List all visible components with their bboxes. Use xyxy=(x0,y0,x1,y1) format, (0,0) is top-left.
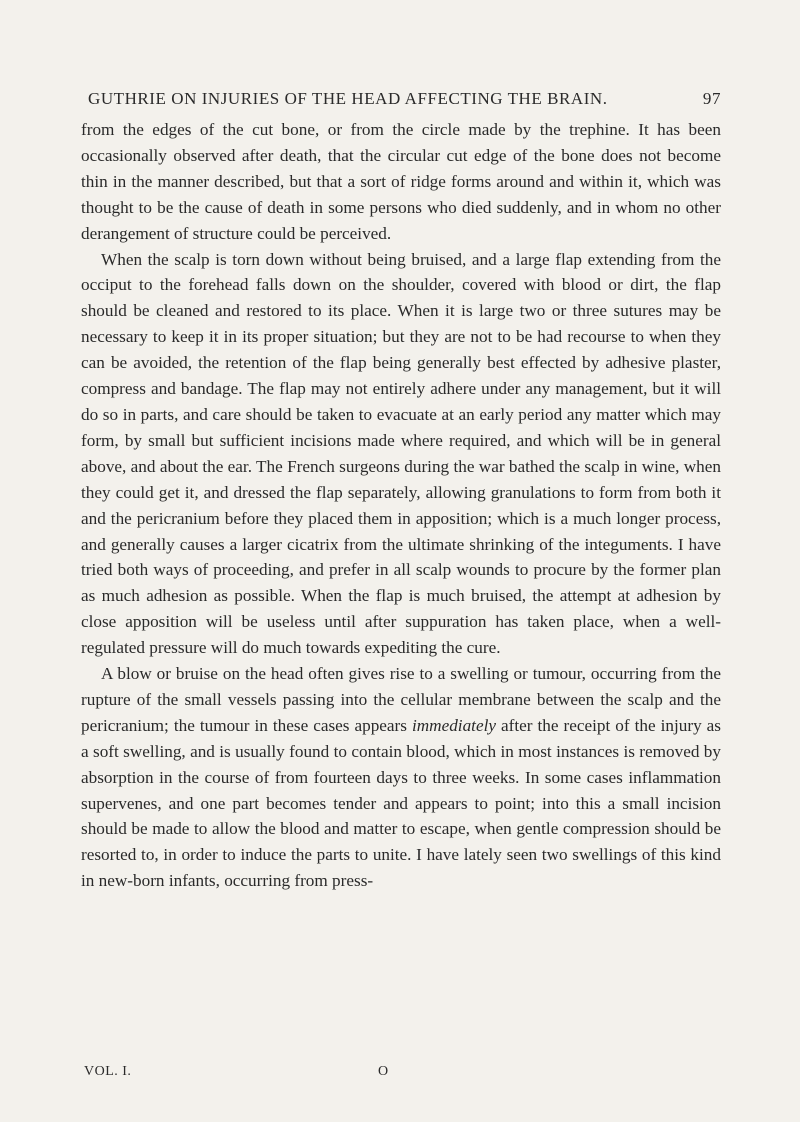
paragraph-text-before-emphasis: A blow or bruise on the head often gives rise to a swelling or tumour, occurring from the rupture of the small vessels passing into the cellular membrane between the scalp and the pericranium; the tumour in these cases appears xyxy=(81,664,721,735)
running-title: GUTHRIE ON INJURIES OF THE HEAD AFFECTING THE BRAIN. xyxy=(88,89,608,108)
emphasized-word: immediately xyxy=(411,715,496,735)
paragraph-blow-on-head xyxy=(81,661,721,894)
running-head xyxy=(81,89,721,113)
paragraph-continuation: from the edges of the cut bone, or from the circle made by the trephine. It has been occasionally observed after death, that the circular cut edge of the bone does not become thin in the manner described, but that a sort of ridge forms around and within it, which was thought to be the cause of death in some persons who died suddenly, and in whom no other derangement of structure could be perceived. xyxy=(81,120,721,243)
page-number: 97 xyxy=(702,89,721,108)
paragraph-text-after-emphasis: after the receipt of the injury as a soft swelling, and is usually found to contain blood, which in most instances is removed by absorption in the course of from fourteen days to three weeks. In some cases inflammation supervenes, and one part becomes tender and appears to point; into this a small incision should be made to allow the blood and matter to escape, when gentle compression should be resorted to, in order to induce the parts to unite. I have lately seen two swellings of this kind in new-born infants, occurring from press- xyxy=(81,715,721,891)
book-page xyxy=(81,0,721,1122)
signature-mark: O xyxy=(378,1064,389,1079)
volume-label: VOL. I. xyxy=(84,1064,132,1079)
body-text xyxy=(81,117,721,894)
paragraph-scalp-flap: When the scalp is torn down without being bruised, and a large flap extending from the occiput to the forehead falls down on the shoulder, covered with blood or dirt, the flap should be cleaned and restored to its place. When it is large two or three sutures may be necessary to keep it in its proper situation; but they are not to be had recourse to when they can be avoided, the retention of the flap being generally best effected by adhesive plaster, compress and bandage. The flap may not entirely adhere under any management, but it will do so in parts, and care should be taken to evacuate at an early period any matter which may form, by small but sufficient incisions made where required, and which will be in general above, and about the ear. The French surgeons during the war bathed the scalp in wine, when they could get it, and dressed the flap separately, allowing granulations to form from both it and the pericranium before they placed them in apposition; which is a much longer process, and generally causes a larger cicatrix from the ultimate shrinking of the integuments. I have tried both ways of proceeding, and prefer in all scalp wounds to procure by the former plan as much adhesion as possible. When the flap is much bruised, the attempt at adhesion by close apposition will be useless until after suppuration has taken place, when a well-regulated pressure will do much towards expediting the cure. xyxy=(81,249,721,658)
